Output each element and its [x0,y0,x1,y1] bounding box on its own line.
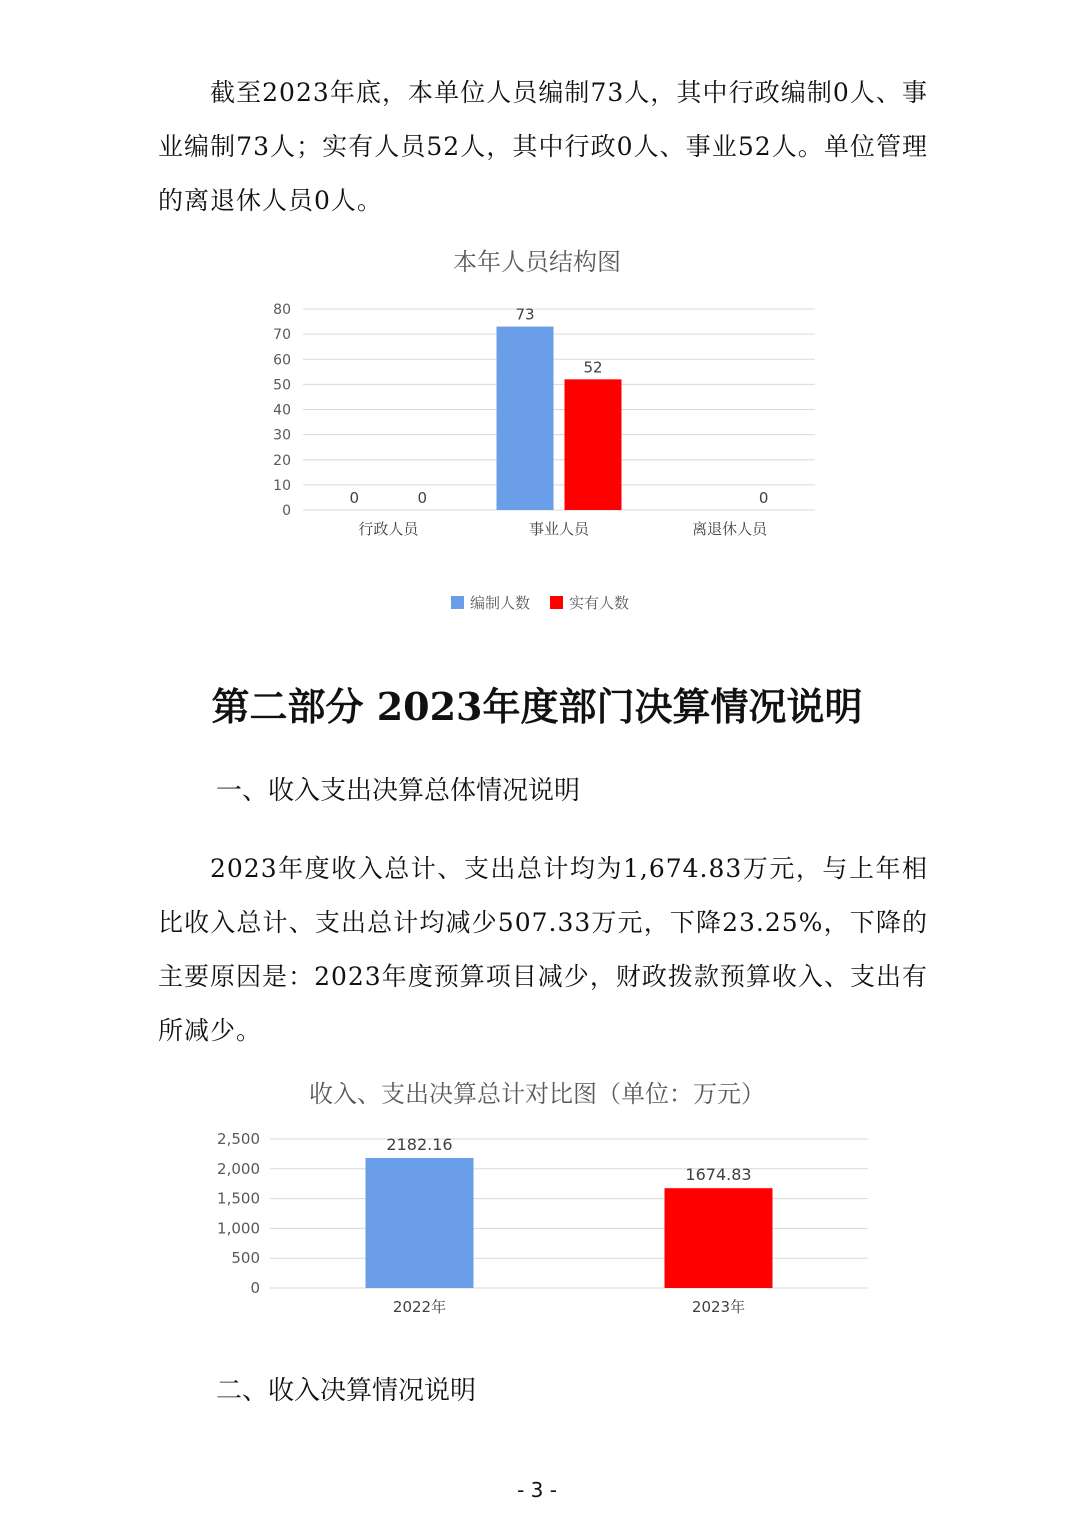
x-category-label: 事业人员 [528,520,590,538]
data-label: 0 [758,489,769,507]
section2-heading: 二、收入决算情况说明 [216,1376,477,1406]
bar-实有人数-事业人员 [565,379,622,510]
y-tick-label: 50 [273,377,291,394]
legend-swatch [550,596,563,609]
legend-swatch [451,596,464,609]
y-tick-label: 500 [231,1249,260,1268]
y-tick-label: 10 [273,477,291,494]
y-tick-label: 0 [282,503,291,519]
x-category-label: 离退休人员 [692,520,768,538]
bar-编制人数-事业人员 [497,327,554,510]
y-tick-label: 2,000 [217,1159,260,1178]
x-category-label: 2022年 [392,1298,447,1316]
data-label: 1674.83 [685,1165,752,1185]
bar-2022年 [366,1158,474,1288]
y-tick-label: 70 [273,327,291,344]
section1-heading: 一、收入支出决算总体情况说明 [216,776,581,806]
staff-chart-title: 本年人员结构图 [453,248,621,276]
legend-label: 实有人数 [569,594,630,612]
legend-label: 编制人数 [470,594,531,612]
y-tick-label: 0 [250,1279,260,1297]
part-heading: 第二部分 2023年度部门决算情况说明 [211,684,863,729]
y-tick-label: 20 [273,452,291,469]
y-tick-label: 40 [273,402,291,419]
y-tick-label: 2,500 [217,1130,260,1148]
data-label: 0 [417,489,428,507]
y-tick-label: 30 [273,427,291,444]
summary-paragraph: 2023年度收入总计、支出总计均为1,674.83万元，与上年相比收入总计、支出总计均减少507.33万元，下降23.25%，下降的主要原因是：2023年度预算项目减少，财政拨款预算收入、支出有所减少。 [158,854,928,1045]
page-number: - 3 - [517,1478,557,1502]
data-label: 52 [583,358,603,377]
x-category-label: 行政人员 [358,520,419,538]
intro-paragraph: 截至2023年底，本单位人员编制73人，其中行政编制0人、事业编制73人；实有人员52人，其中行政0人、事业52人。单位管理的离退休人员0人。 [158,78,928,215]
data-label: 73 [515,305,535,324]
y-tick-label: 1,000 [217,1219,260,1238]
data-label: 0 [349,489,360,507]
income-expense-chart [0,1120,1074,1340]
x-category-label: 2023年 [691,1298,746,1316]
staff-structure-chart [0,290,1074,690]
data-label: 2182.16 [386,1134,453,1154]
y-tick-label: 60 [273,352,291,369]
y-tick-label: 80 [273,302,291,318]
y-tick-label: 1,500 [217,1189,260,1208]
bar-2023年 [665,1188,773,1288]
income-chart-title: 收入、支出决算总计对比图（单位：万元） [309,1080,765,1108]
